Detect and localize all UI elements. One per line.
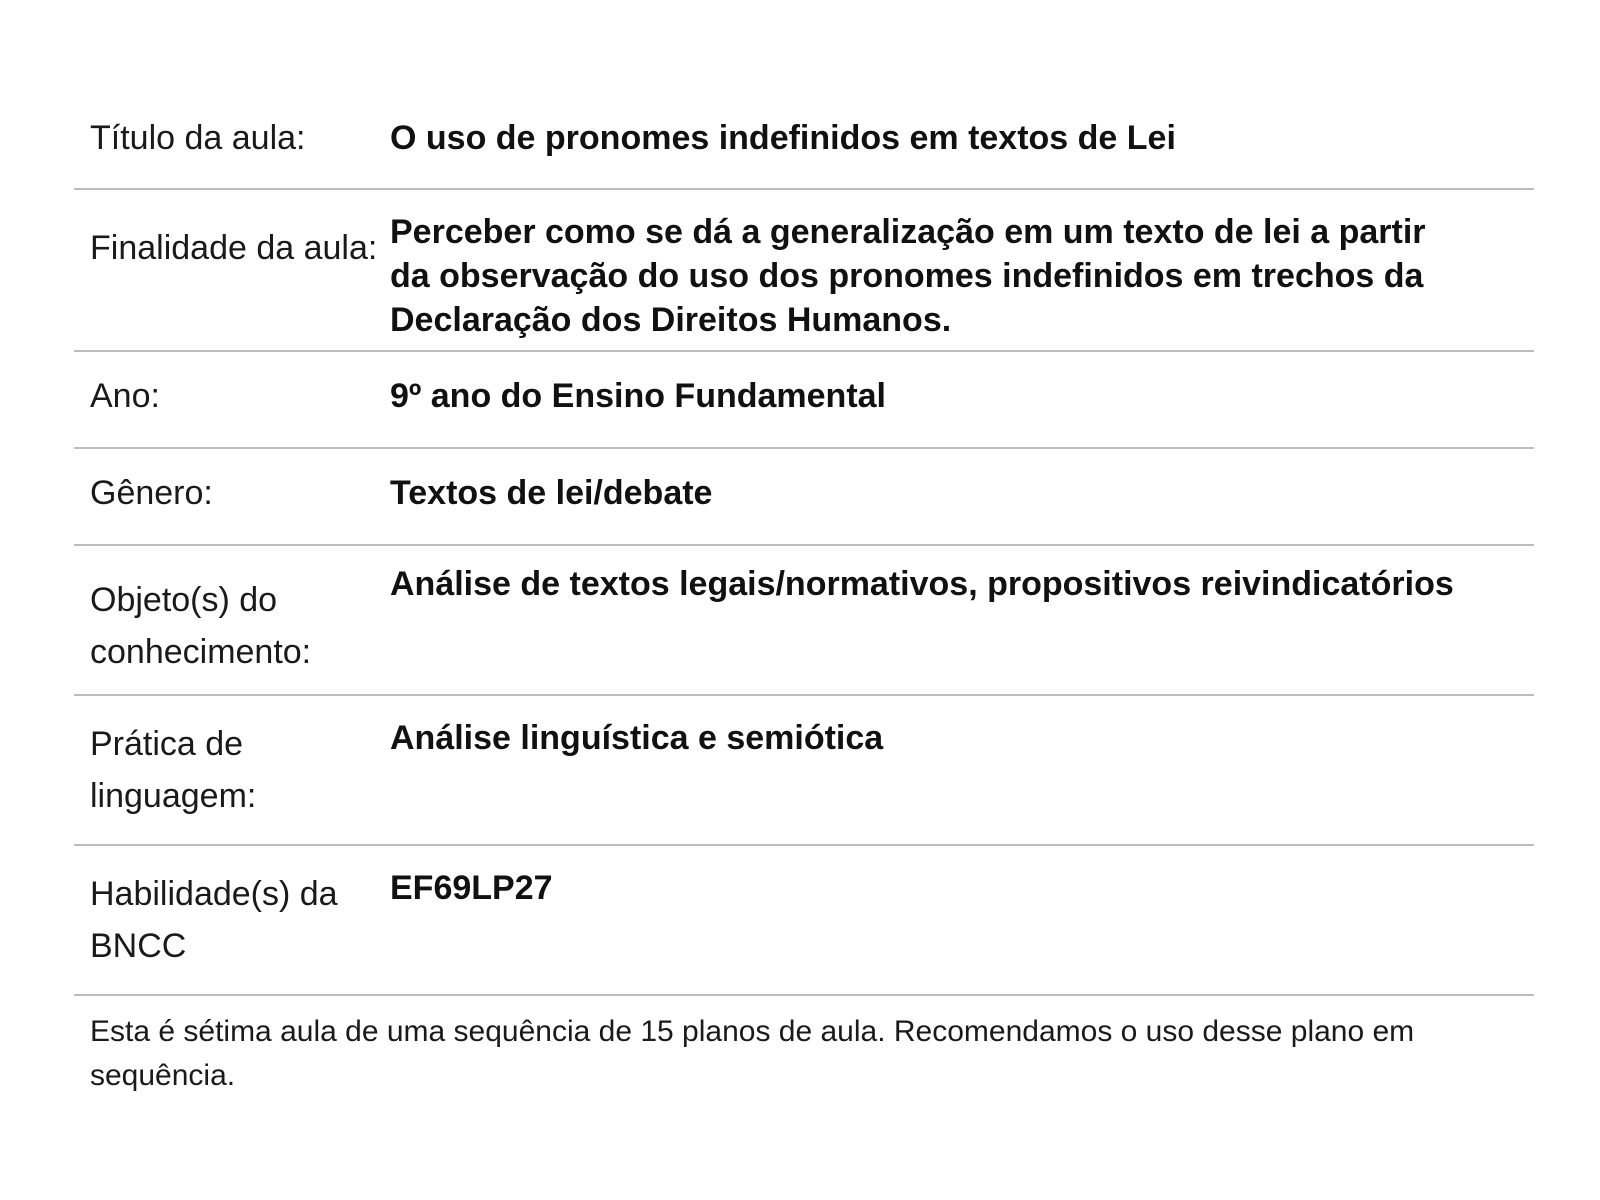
row-value: Análise de textos legais/normativos, propositivos reivindicatórios	[390, 565, 1454, 603]
lesson-info-table	[74, 92, 1534, 1098]
info-row-knowledge-objects	[74, 546, 1534, 696]
info-row-year	[74, 352, 1534, 449]
row-label: Gênero:	[90, 474, 213, 512]
row-value: O uso de pronomes indefinidos em textos de Lei	[390, 119, 1176, 157]
row-label: Objeto(s) do conhecimento:	[90, 581, 312, 671]
row-label: Prática de linguagem:	[90, 725, 257, 815]
row-value: Textos de lei/debate	[390, 474, 713, 512]
info-row-purpose	[74, 190, 1534, 352]
info-row-genre	[74, 449, 1534, 546]
row-value: 9º ano do Ensino Fundamental	[390, 377, 887, 415]
row-label: Finalidade da aula:	[90, 229, 378, 267]
row-label: Título da aula:	[90, 119, 306, 157]
row-value: EF69LP27	[390, 869, 553, 907]
row-value: Análise linguística e semiótica	[390, 719, 884, 757]
info-row-language-practice	[74, 696, 1534, 846]
info-row-bncc-skills	[74, 846, 1534, 996]
row-label: Habilidade(s) da BNCC	[90, 875, 338, 965]
sequence-note: Esta é sétima aula de uma sequência de 15 planos de aula. Recomendamos o uso desse plano em sequência.	[90, 1015, 1415, 1092]
row-label: Ano:	[90, 377, 160, 415]
info-row-title	[74, 92, 1534, 190]
row-value: Perceber como se dá a generalização em um texto de lei a partir da observação do uso dos pronomes indefinidos em trechos da Declaração dos Direitos Humanos.	[390, 213, 1426, 339]
